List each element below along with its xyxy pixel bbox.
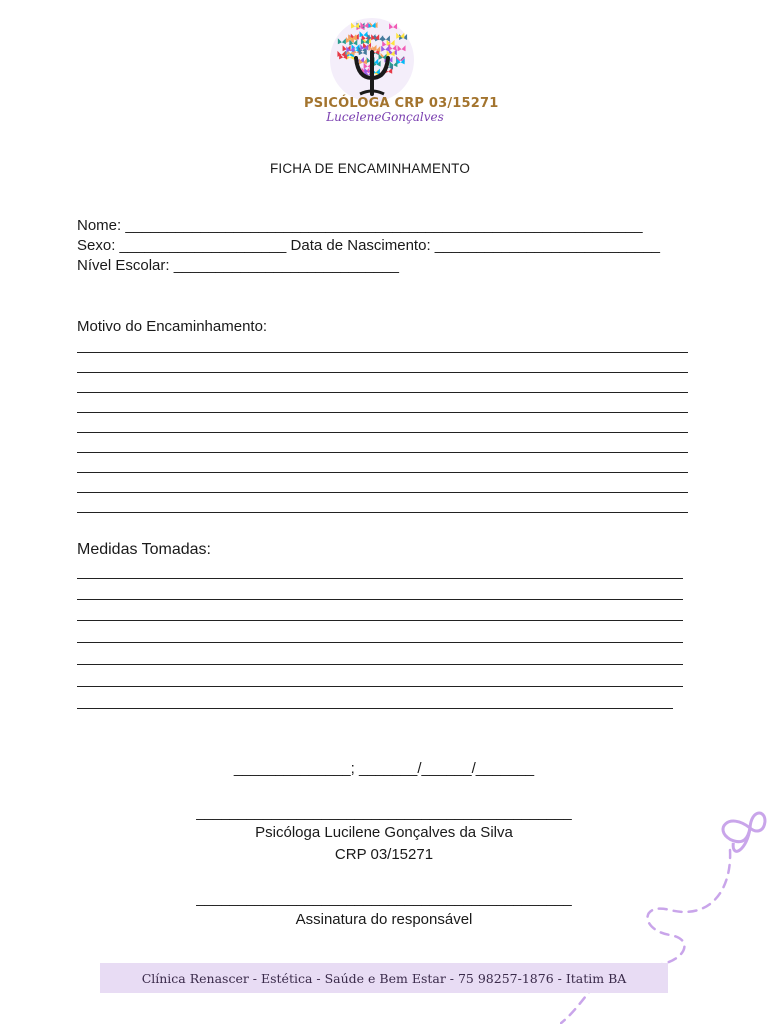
blank-line (77, 432, 688, 433)
field-nivel-escolar: Nível Escolar: ___________________________ (77, 257, 399, 274)
blank-line (77, 392, 688, 393)
blank-line (77, 512, 688, 513)
document-title: FICHA DE ENCAMINHAMENTO (269, 161, 471, 176)
blank-line (77, 620, 683, 621)
psychologist-crp: CRP 03/15271 (334, 846, 434, 863)
butterfly-tree-logo-icon (300, 12, 470, 102)
blank-line (77, 372, 688, 373)
blank-line (77, 642, 683, 643)
blank-line (77, 452, 688, 453)
logo-title: PSICÓLOGA CRP 03/15271 (304, 96, 499, 111)
blank-line (77, 708, 673, 709)
field-sexo-data-nascimento: Sexo: ____________________ Data de Nascimento: ___________________________ (77, 237, 661, 254)
signature-line-responsible: _____________________________________________ (196, 890, 572, 907)
blank-line (77, 472, 688, 473)
signature-line-psychologist: _____________________________________________ (196, 804, 572, 821)
blank-line (77, 352, 688, 353)
blank-line (77, 412, 688, 413)
motivo-label: Motivo do Encaminhamento: (77, 318, 268, 335)
psychologist-name: Psicóloga Lucilene Gonçalves da Silva (255, 824, 513, 841)
blank-line (77, 492, 688, 493)
medidas-label: Medidas Tomadas: (77, 541, 211, 558)
date-line: ______________; _______/______/_______ (233, 760, 535, 777)
clinic-logo (300, 12, 499, 130)
field-nome: Nome: ______________________________________________________________ (77, 217, 643, 234)
footer-text: Clínica Renascer - Estética - Saúde e Bem Estar - 75 98257-1876 - Itatim BA (141, 970, 627, 986)
footer-contact-bar (100, 963, 668, 993)
logo-signature: LuceleneGonçalves (326, 110, 444, 124)
blank-line (77, 686, 683, 687)
blank-line (77, 599, 683, 600)
blank-line (77, 578, 683, 579)
blank-line (77, 664, 683, 665)
responsible-signature-label: Assinatura do responsável (295, 911, 473, 928)
